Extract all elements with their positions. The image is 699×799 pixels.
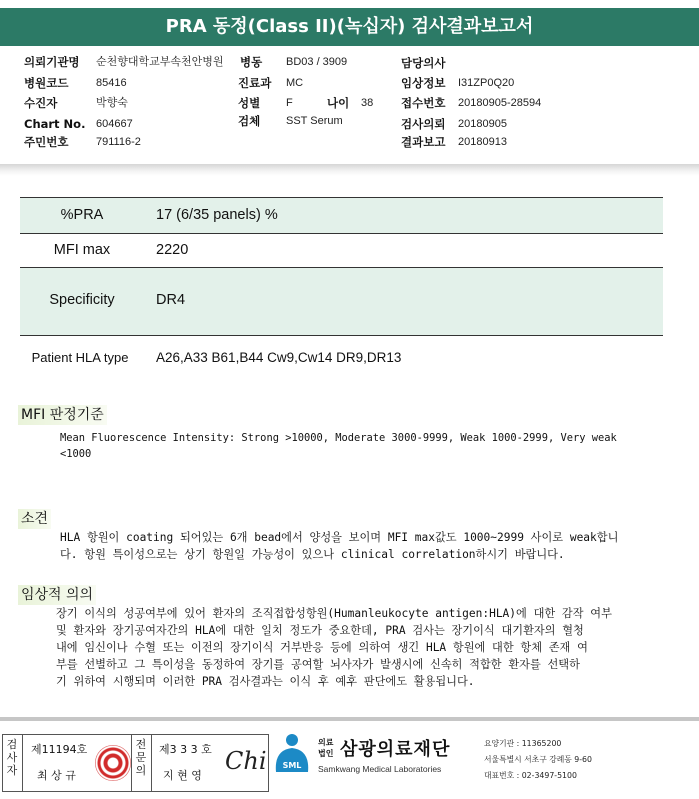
pra-value: 17 (6/35 panels) % [156,207,278,223]
footer-divider [0,717,699,721]
receipt-no-value: 20180905-28594 [458,97,542,109]
request-date-label: 검사의뢰 [401,117,446,131]
sml-logo-icon [270,732,314,778]
tester-label: 검사자 [6,738,18,777]
specialist-license: 제3 3 3 호 [159,743,212,756]
clinical-info-label: 임상정보 [401,76,446,90]
ward-label: 병동 [240,55,263,69]
mfi-criteria-line-2: <1000 [60,448,92,460]
resident-no-label: 주민번호 [24,135,69,149]
age-label: 나이 [327,96,350,110]
tester-seal-icon [95,745,131,781]
header-divider [0,164,699,176]
clinical-line-4: 부를 선별하고 그 특이성을 동정하여 장기를 공여할 뇌사자가 발생시에 신속히 적합한 환자를 선택하 [56,658,580,671]
result-summary-table [20,197,663,386]
sex-value: F [286,97,293,109]
ward-value: BD03 / 3909 [286,56,348,68]
receipt-no-label: 접수번호 [401,96,446,110]
summary-row-specificity [20,267,663,336]
clinical-line-3: 내에 임신이나 수혈 또는 이전의 장기이식 거부반응 등에 의하여 생긴 HLA 항원에 대한 항체 존재 여 [56,641,588,654]
clinical-significance-heading: 임상적 의의 [18,585,96,605]
tester-name: 최 상 규 [37,769,76,782]
summary-row-hla-type [20,336,663,386]
specificity-label: Specificity [49,292,115,308]
chart-no-label: Chart No. [24,117,86,131]
org-english-name: Samkwang Medical Laboratories [318,764,442,774]
org-prefix-2: 법인 [318,749,334,758]
specialist-label: 전문의 [135,738,147,777]
department-label: 진료과 [238,76,272,90]
mfi-criteria-heading: MFI 판정기준 [18,405,107,425]
mfi-max-value: 2220 [156,242,189,258]
hospital-value: 순천향대학교부속천안병원 [96,55,224,68]
signature-box [2,734,269,792]
clinical-line-2: 및 환자와 장기공여자간의 HLA에 대한 일치 정도가 중요한데, PRA 검사는 장기이식 대기환자의 혈청 [56,624,584,637]
chart-no-value: 604667 [96,118,133,130]
summary-row-pra [20,197,663,233]
doctor-label: 담당의사 [401,56,446,70]
hospital-label: 의뢰기관명 [24,55,80,69]
hla-type-label: Patient HLA type [31,350,129,365]
org-code: 요양기관 : 11365200 [484,739,562,748]
specimen-value: SST Serum [286,115,343,127]
finding-line-2: 다. 항원 특이성으로는 상기 항원일 가능성이 있으나 clinical correlation하시기 바랍니다. [60,548,565,561]
pra-label: %PRA [60,207,104,223]
tester-license: 제11194호 [31,743,88,756]
hla-type-value: A26,A33 B61,B44 Cw9,Cw14 DR9,DR13 [156,350,402,365]
finding-line-1: HLA 항원이 coating 되어있는 6개 bead에서 양성을 보이며 MFI max값도 1000~2999 사이로 weak합니 [60,531,619,544]
report-date-label: 결과보고 [401,135,446,149]
hospital-code-label: 병원코드 [24,76,69,90]
age-value: 38 [361,97,374,109]
sex-label: 성별 [238,96,261,110]
mfi-criteria-line-1: Mean Fluorescence Intensity: Strong >10000, Moderate 3000-9999, Weak 1000-2999, Very weak [60,432,617,444]
finding-heading: 소견 [18,509,51,529]
specialist-name: 지 현 영 [163,769,202,782]
org-prefix-1: 의료 [318,738,334,747]
examinee-value: 박향숙 [96,96,128,109]
mfi-max-label: MFI max [53,242,111,258]
specialist-signature: Chi [225,747,267,775]
specimen-label: 검체 [238,114,261,128]
department-value: MC [286,77,304,89]
request-date-value: 20180905 [458,118,507,130]
clinical-line-5: 기 위하여 시행되며 이러한 PRA 검사결과는 이식 후 예후 판단에도 활용됩니다. [56,675,475,688]
logo-text: SML [282,761,302,770]
summary-row-mfi-max [20,233,663,267]
resident-no-value: 791116-2 [96,136,141,148]
report-date-value: 20180913 [458,136,507,148]
clinical-info-value: I31ZP0Q20 [458,77,515,89]
org-address: 서울특별시 서초구 강례동 9-60 [484,755,592,764]
report-title: PRA 동정(Class II)(녹십자) 검사결과보고서 [0,8,699,46]
examinee-label: 수진자 [24,96,58,110]
hospital-code-value: 85416 [96,77,127,89]
clinical-line-1: 장기 이식의 성공여부에 있어 환자의 조직접합성항원(Humanleukocyte antigen:HLA)에 대한 감작 여부 [56,607,612,620]
org-name: 삼광의료재단 [340,739,451,760]
patient-info-block [0,52,699,164]
org-phone: 대표번호 : 02-3497-5100 [484,771,577,780]
report-footer [0,728,699,792]
specificity-value: DR4 [156,292,186,308]
